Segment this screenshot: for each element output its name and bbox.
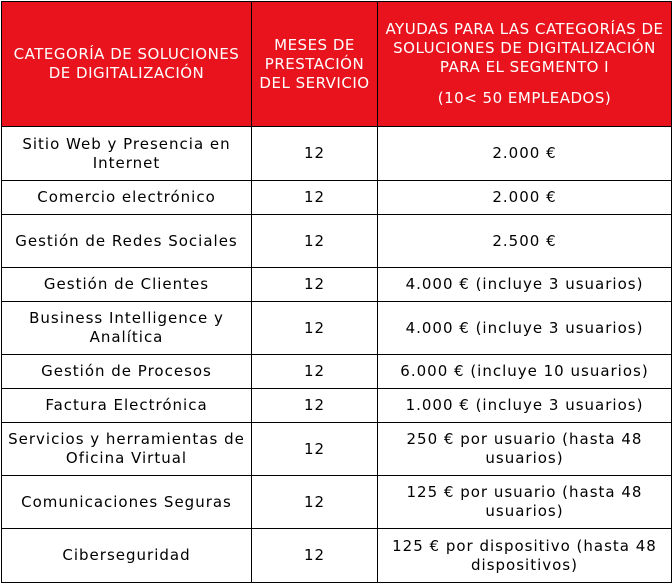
header-category: CATEGORÍA DE SOLUCIONES DE DIGITALIZACIÓN bbox=[2, 2, 252, 127]
table-row bbox=[2, 127, 672, 181]
cell-aid: 6.000 € (incluye 10 usuarios) bbox=[378, 355, 672, 389]
cell-months: 12 bbox=[252, 215, 378, 268]
table-row bbox=[2, 302, 672, 355]
cell-months: 12 bbox=[252, 268, 378, 302]
cell-months: 12 bbox=[252, 181, 378, 215]
table-row bbox=[2, 215, 672, 268]
cell-category: Gestión de Clientes bbox=[2, 268, 252, 302]
digitalization-aid-table bbox=[1, 1, 672, 583]
table-row bbox=[2, 476, 672, 529]
cell-category: Factura Electrónica bbox=[2, 389, 252, 423]
cell-months: 12 bbox=[252, 389, 378, 423]
cell-category: Gestión de Procesos bbox=[2, 355, 252, 389]
cell-months: 12 bbox=[252, 423, 378, 476]
table-row bbox=[2, 355, 672, 389]
cell-months: 12 bbox=[252, 127, 378, 181]
cell-category: Comunicaciones Seguras bbox=[2, 476, 252, 529]
table-row bbox=[2, 389, 672, 423]
cell-category: Gestión de Redes Sociales bbox=[2, 215, 252, 268]
table-header-row bbox=[2, 2, 672, 127]
cell-months: 12 bbox=[252, 302, 378, 355]
cell-aid: 125 € por usuario (hasta 48 usuarios) bbox=[378, 476, 672, 529]
cell-aid: 4.000 € (incluye 3 usuarios) bbox=[378, 268, 672, 302]
header-aid-segment: (10< 50 EMPLEADOS) bbox=[437, 89, 612, 107]
cell-aid: 2.000 € bbox=[378, 127, 672, 181]
cell-aid: 125 € por dispositivo (hasta 48 dispositivos) bbox=[378, 529, 672, 583]
cell-months: 12 bbox=[252, 476, 378, 529]
table-row bbox=[2, 181, 672, 215]
table-row bbox=[2, 529, 672, 583]
cell-category: Servicios y herramientas de Oficina Virtual bbox=[2, 423, 252, 476]
cell-aid: 2.000 € bbox=[378, 181, 672, 215]
cell-category: Business Intelligence y Analítica bbox=[2, 302, 252, 355]
table-row bbox=[2, 423, 672, 476]
header-aid-title: AYUDAS PARA LAS CATEGORÍAS DE SOLUCIONES DE DIGITALIZACIÓN PARA EL SEGMENTO I bbox=[385, 20, 664, 76]
cell-aid: 1.000 € (incluye 3 usuarios) bbox=[378, 389, 672, 423]
header-aid bbox=[378, 2, 672, 127]
cell-months: 12 bbox=[252, 355, 378, 389]
cell-aid: 250 € por usuario (hasta 48 usuarios) bbox=[378, 423, 672, 476]
cell-category: Sitio Web y Presencia en Internet bbox=[2, 127, 252, 181]
cell-aid: 2.500 € bbox=[378, 215, 672, 268]
header-months: MESES DE PRESTACIÓN DEL SERVICIO bbox=[252, 2, 378, 127]
cell-category: Ciberseguridad bbox=[2, 529, 252, 583]
cell-aid: 4.000 € (incluye 3 usuarios) bbox=[378, 302, 672, 355]
cell-months: 12 bbox=[252, 529, 378, 583]
table-row bbox=[2, 268, 672, 302]
cell-category: Comercio electrónico bbox=[2, 181, 252, 215]
